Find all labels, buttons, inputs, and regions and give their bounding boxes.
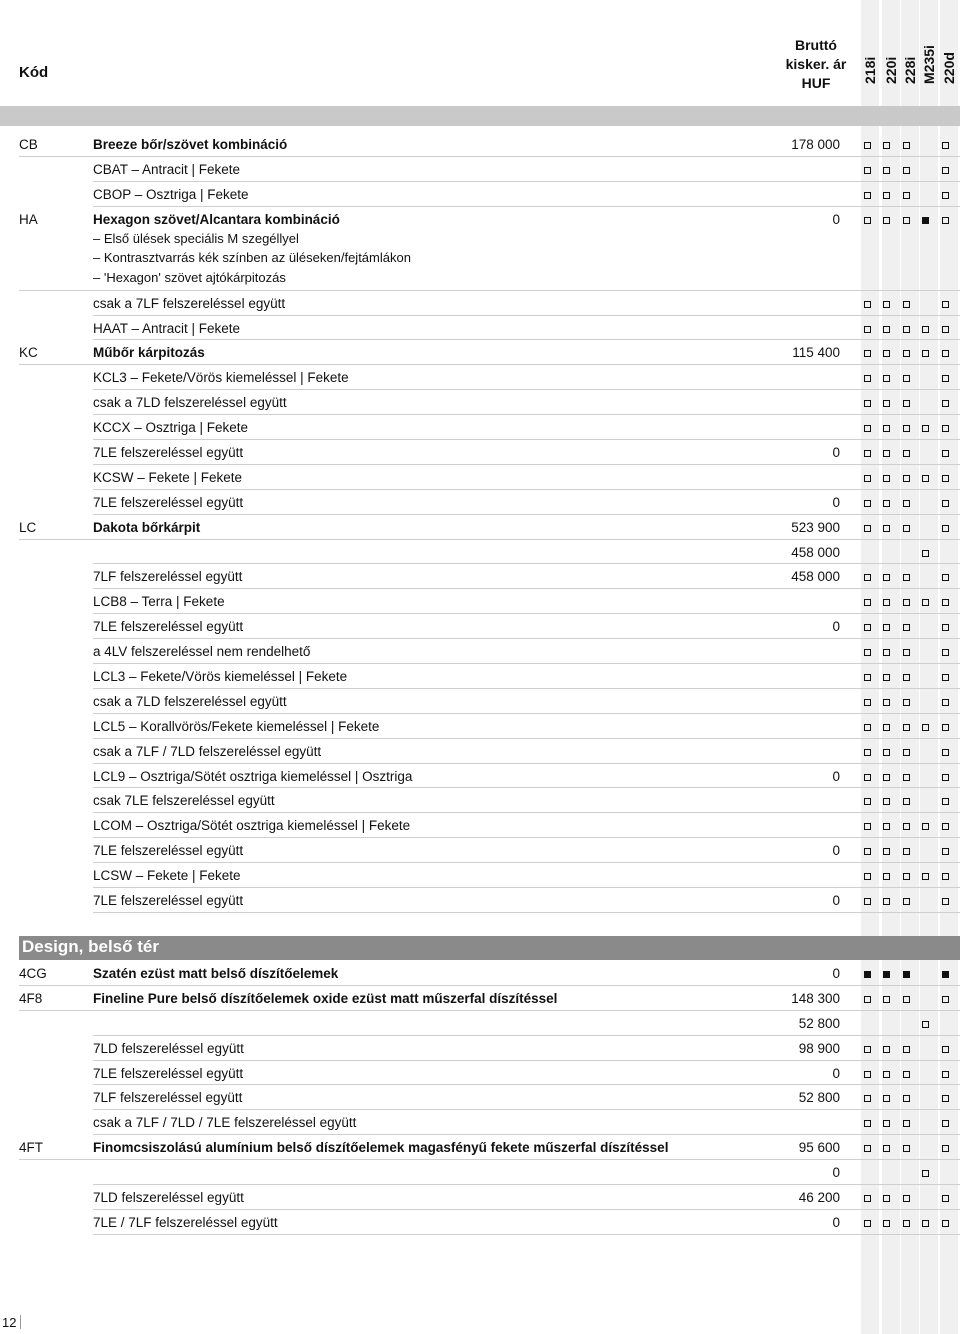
table-row <box>0 739 960 764</box>
optional-equipment-icon <box>903 500 910 507</box>
option-code: 4CG <box>19 966 47 981</box>
optional-equipment-icon <box>942 873 949 880</box>
table-row <box>0 390 960 415</box>
table-row <box>0 1011 960 1036</box>
table-row <box>0 291 960 316</box>
option-price: 0 <box>832 211 840 227</box>
standard-equipment-icon <box>864 971 871 978</box>
optional-equipment-icon <box>942 192 949 199</box>
optional-equipment-icon <box>883 1145 890 1152</box>
table-row <box>0 1085 960 1110</box>
optional-equipment-icon <box>883 217 890 224</box>
option-price: 52 800 <box>798 1090 840 1106</box>
optional-equipment-icon <box>864 142 871 149</box>
optional-equipment-icon <box>883 724 890 731</box>
optional-equipment-icon <box>864 1046 871 1053</box>
optional-equipment-icon <box>883 1120 890 1127</box>
optional-equipment-icon <box>942 1120 949 1127</box>
optional-equipment-icon <box>903 1195 910 1202</box>
optional-equipment-icon <box>903 1120 910 1127</box>
table-row <box>0 813 960 838</box>
option-detail: – Első ülések speciális M szegéllyel <box>93 230 299 246</box>
option-description: LCB8 – Terra | Fekete <box>93 594 225 610</box>
option-description: LCL9 – Osztriga/Sötét osztriga kiemeléssel | Osztriga <box>93 768 413 784</box>
table-row <box>0 365 960 390</box>
optional-equipment-icon <box>864 400 871 407</box>
optional-equipment-icon <box>883 326 890 333</box>
optional-equipment-icon <box>883 649 890 656</box>
optional-equipment-icon <box>903 574 910 581</box>
optional-equipment-icon <box>903 699 910 706</box>
optional-equipment-icon <box>922 724 929 731</box>
optional-equipment-icon <box>922 1021 929 1028</box>
optional-equipment-icon <box>903 873 910 880</box>
optional-equipment-icon <box>903 749 910 756</box>
optional-equipment-icon <box>883 699 890 706</box>
option-detail: – Kontrasztvarrás kék színben az üléseken/fejtámlákon <box>93 250 411 266</box>
table-row <box>0 465 960 490</box>
option-description: csak a 7LD felszereléssel együtt <box>93 693 287 709</box>
optional-equipment-icon <box>922 873 929 880</box>
optional-equipment-icon <box>942 1071 949 1078</box>
interior-trim-rows <box>0 961 960 1235</box>
optional-equipment-icon <box>864 599 871 606</box>
optional-equipment-icon <box>922 1170 929 1177</box>
optional-equipment-icon <box>942 301 949 308</box>
optional-equipment-icon <box>883 142 890 149</box>
optional-equipment-icon <box>903 1145 910 1152</box>
optional-equipment-icon <box>864 326 871 333</box>
table-row <box>0 515 960 540</box>
page-number: 12 <box>2 1315 17 1330</box>
optional-equipment-icon <box>864 798 871 805</box>
table-row <box>0 689 960 714</box>
option-description: Hexagon szövet/Alcantara kombináció <box>93 211 340 227</box>
optional-equipment-icon <box>864 1220 871 1227</box>
table-row <box>0 788 960 813</box>
optional-equipment-icon <box>864 450 871 457</box>
option-price: 0 <box>832 843 840 859</box>
optional-equipment-icon <box>922 599 929 606</box>
option-code: CB <box>19 137 38 152</box>
option-description: LCL3 – Fekete/Vörös kiemeléssel | Fekete <box>93 669 348 685</box>
option-price: 115 400 <box>792 345 840 361</box>
option-price: 0 <box>832 494 840 510</box>
option-description: KCSW – Fekete | Fekete <box>93 469 243 485</box>
optional-equipment-icon <box>903 450 910 457</box>
optional-equipment-icon <box>903 599 910 606</box>
optional-equipment-icon <box>864 848 871 855</box>
table-row <box>0 589 960 614</box>
optional-equipment-icon <box>864 699 871 706</box>
table-row <box>0 986 960 1011</box>
option-description: 7LE felszereléssel együtt <box>93 494 244 510</box>
optional-equipment-icon <box>883 624 890 631</box>
optional-equipment-icon <box>942 649 949 656</box>
optional-equipment-icon <box>903 674 910 681</box>
upholstery-rows <box>0 132 960 913</box>
optional-equipment-icon <box>864 898 871 905</box>
optional-equipment-icon <box>942 996 949 1003</box>
optional-equipment-icon <box>864 873 871 880</box>
table-row <box>0 664 960 689</box>
option-price: 0 <box>832 1165 840 1181</box>
optional-equipment-icon <box>903 798 910 805</box>
optional-equipment-icon <box>942 848 949 855</box>
optional-equipment-icon <box>864 624 871 631</box>
optional-equipment-icon <box>942 375 949 382</box>
option-price: 0 <box>832 445 840 461</box>
optional-equipment-icon <box>903 475 910 482</box>
optional-equipment-icon <box>903 823 910 830</box>
optional-equipment-icon <box>903 192 910 199</box>
table-row <box>0 490 960 515</box>
optional-equipment-icon <box>883 375 890 382</box>
optional-equipment-icon <box>942 798 949 805</box>
optional-equipment-icon <box>903 898 910 905</box>
optional-equipment-icon <box>864 425 871 432</box>
optional-equipment-icon <box>864 301 871 308</box>
optional-equipment-icon <box>942 1220 949 1227</box>
optional-equipment-icon <box>942 674 949 681</box>
optional-equipment-icon <box>883 749 890 756</box>
optional-equipment-icon <box>883 425 890 432</box>
optional-equipment-icon <box>903 1046 910 1053</box>
optional-equipment-icon <box>883 599 890 606</box>
table-row <box>0 415 960 440</box>
price-column-header: Bruttó kisker. ár HUF <box>785 37 847 91</box>
optional-equipment-icon <box>903 649 910 656</box>
table-row <box>0 1210 960 1235</box>
optional-equipment-icon <box>903 774 910 781</box>
optional-equipment-icon <box>883 525 890 532</box>
optional-equipment-icon <box>903 996 910 1003</box>
optional-equipment-icon <box>864 1071 871 1078</box>
option-price: 0 <box>832 893 840 909</box>
optional-equipment-icon <box>903 142 910 149</box>
optional-equipment-icon <box>883 192 890 199</box>
optional-equipment-icon <box>942 724 949 731</box>
optional-equipment-icon <box>942 350 949 357</box>
option-description: Fineline Pure belső díszítőelemek oxide ezüst matt műszerfal díszítéssel <box>93 990 558 1006</box>
option-price: 46 200 <box>798 1190 840 1206</box>
option-description: csak 7LE felszereléssel együtt <box>93 793 275 809</box>
option-description: HAAT – Antracit | Fekete <box>93 320 241 336</box>
option-price: 0 <box>832 966 840 981</box>
optional-equipment-icon <box>883 873 890 880</box>
option-price: 0 <box>832 768 840 784</box>
table-row <box>0 440 960 465</box>
optional-equipment-icon <box>864 574 871 581</box>
optional-equipment-icon <box>942 167 949 174</box>
optional-equipment-icon <box>942 525 949 532</box>
table-row <box>0 540 960 565</box>
option-description: LCSW – Fekete | Fekete <box>93 868 241 884</box>
optional-equipment-icon <box>942 475 949 482</box>
header-divider-bar <box>0 106 960 126</box>
table-row <box>0 863 960 888</box>
table-row <box>0 838 960 863</box>
optional-equipment-icon <box>883 167 890 174</box>
optional-equipment-icon <box>883 500 890 507</box>
option-code: LC <box>19 519 37 535</box>
optional-equipment-icon <box>864 192 871 199</box>
optional-equipment-icon <box>864 475 871 482</box>
optional-equipment-icon <box>883 1095 890 1102</box>
option-description: 7LE felszereléssel együtt <box>93 843 244 859</box>
option-description: Szatén ezüst matt belső díszítőelemek <box>93 966 339 981</box>
option-price: 0 <box>832 1214 840 1230</box>
option-description: CBAT – Antracit | Fekete <box>93 161 241 177</box>
optional-equipment-icon <box>864 217 871 224</box>
row-divider <box>93 1234 960 1235</box>
optional-equipment-icon <box>922 1220 929 1227</box>
table-row <box>0 1036 960 1061</box>
footer-separator <box>20 1315 21 1329</box>
option-description: 7LE felszereléssel együtt <box>93 1065 244 1081</box>
table-row <box>0 614 960 639</box>
table-row <box>0 316 960 341</box>
table-row <box>0 714 960 739</box>
code-column-header: Kód <box>19 64 49 81</box>
optional-equipment-icon <box>903 375 910 382</box>
optional-equipment-icon <box>883 1071 890 1078</box>
optional-equipment-icon <box>942 574 949 581</box>
optional-equipment-icon <box>922 425 929 432</box>
optional-equipment-icon <box>903 350 910 357</box>
optional-equipment-icon <box>903 1071 910 1078</box>
optional-equipment-icon <box>903 724 910 731</box>
optional-equipment-icon <box>864 749 871 756</box>
optional-equipment-icon <box>922 823 929 830</box>
optional-equipment-icon <box>903 400 910 407</box>
optional-equipment-icon <box>942 400 949 407</box>
option-description: csak a 7LD felszereléssel együtt <box>93 395 287 411</box>
optional-equipment-icon <box>942 1195 949 1202</box>
optional-equipment-icon <box>903 1220 910 1227</box>
optional-equipment-icon <box>942 450 949 457</box>
optional-equipment-icon <box>864 996 871 1003</box>
option-price: 52 800 <box>798 1015 840 1031</box>
model-header-220d: 220d <box>941 52 957 84</box>
option-code: 4FT <box>19 1140 44 1156</box>
option-price: 148 300 <box>791 990 840 1006</box>
table-row <box>0 207 960 291</box>
option-price: 98 900 <box>798 1040 840 1056</box>
optional-equipment-icon <box>942 749 949 756</box>
optional-equipment-icon <box>903 624 910 631</box>
optional-equipment-icon <box>942 1095 949 1102</box>
option-code: HA <box>19 211 38 227</box>
table-row <box>0 1135 960 1160</box>
section-title: Design, belső tér <box>22 937 159 956</box>
table-row <box>0 1185 960 1210</box>
optional-equipment-icon <box>922 550 929 557</box>
table-row <box>0 340 960 365</box>
option-detail: – 'Hexagon' szövet ajtókárpitozás <box>93 269 286 285</box>
optional-equipment-icon <box>883 798 890 805</box>
optional-equipment-icon <box>864 500 871 507</box>
model-header-220i: 220i <box>883 56 899 84</box>
standard-equipment-icon <box>883 971 890 978</box>
optional-equipment-icon <box>883 301 890 308</box>
option-description: 7LE felszereléssel együtt <box>93 445 244 461</box>
optional-equipment-icon <box>922 475 929 482</box>
optional-equipment-icon <box>942 823 949 830</box>
optional-equipment-icon <box>883 823 890 830</box>
optional-equipment-icon <box>942 326 949 333</box>
option-description: Dakota bőrkárpit <box>93 519 201 535</box>
option-price: 523 900 <box>791 519 840 535</box>
optional-equipment-icon <box>903 425 910 432</box>
model-header-228i: 228i <box>902 56 918 84</box>
optional-equipment-icon <box>864 350 871 357</box>
option-description: 7LD felszereléssel együtt <box>93 1190 244 1206</box>
option-price: 178 000 <box>791 137 840 152</box>
option-description: 7LF felszereléssel együtt <box>93 569 243 585</box>
optional-equipment-icon <box>883 674 890 681</box>
standard-equipment-icon <box>942 971 949 978</box>
optional-equipment-icon <box>942 624 949 631</box>
option-code: 4F8 <box>19 990 43 1006</box>
option-description: 7LE / 7LF felszereléssel együtt <box>93 1214 278 1230</box>
option-description: CBOP – Osztriga | Fekete <box>93 186 249 202</box>
optional-equipment-icon <box>864 823 871 830</box>
model-header-218i: 218i <box>862 56 878 84</box>
table-row <box>0 182 960 207</box>
optional-equipment-icon <box>942 142 949 149</box>
table-row <box>0 564 960 589</box>
option-description: a 4LV felszereléssel nem rendelhető <box>93 644 311 660</box>
model-header-m235i: M235i <box>921 45 937 84</box>
option-price: 458 000 <box>791 569 840 585</box>
optional-equipment-icon <box>883 350 890 357</box>
optional-equipment-icon <box>883 1046 890 1053</box>
standard-equipment-icon <box>922 217 929 224</box>
optional-equipment-icon <box>942 425 949 432</box>
option-description: Finomcsiszolású alumínium belső díszítőelemek magasfényű fekete műszerfal díszítéssel <box>93 1140 669 1156</box>
table-row <box>0 1061 960 1086</box>
table-row <box>0 888 960 913</box>
table-row <box>0 1160 960 1185</box>
optional-equipment-icon <box>922 350 929 357</box>
optional-equipment-icon <box>864 774 871 781</box>
optional-equipment-icon <box>883 475 890 482</box>
section-header <box>19 936 960 960</box>
optional-equipment-icon <box>864 167 871 174</box>
standard-equipment-icon <box>903 971 910 978</box>
row-divider <box>93 912 960 913</box>
table-row <box>0 764 960 789</box>
optional-equipment-icon <box>883 848 890 855</box>
option-price: 0 <box>832 1065 840 1081</box>
optional-equipment-icon <box>903 1095 910 1102</box>
optional-equipment-icon <box>903 217 910 224</box>
option-description: csak a 7LF felszereléssel együtt <box>93 295 286 311</box>
optional-equipment-icon <box>864 375 871 382</box>
optional-equipment-icon <box>903 848 910 855</box>
option-description: LCL5 – Korallvörös/Fekete kiemeléssel | Fekete <box>93 718 380 734</box>
option-description: 7LE felszereléssel együtt <box>93 619 244 635</box>
option-code: KC <box>19 345 38 361</box>
option-description: KCL3 – Fekete/Vörös kiemeléssel | Fekete <box>93 370 349 386</box>
optional-equipment-icon <box>864 525 871 532</box>
option-description: KCCX – Osztriga | Fekete <box>93 420 249 436</box>
optional-equipment-icon <box>883 1195 890 1202</box>
optional-equipment-icon <box>883 1220 890 1227</box>
optional-equipment-icon <box>864 674 871 681</box>
optional-equipment-icon <box>903 167 910 174</box>
optional-equipment-icon <box>903 326 910 333</box>
optional-equipment-icon <box>942 898 949 905</box>
table-row <box>0 961 960 986</box>
optional-equipment-icon <box>864 1145 871 1152</box>
optional-equipment-icon <box>942 217 949 224</box>
optional-equipment-icon <box>864 724 871 731</box>
option-price: 458 000 <box>791 544 840 560</box>
optional-equipment-icon <box>864 1195 871 1202</box>
option-description: csak a 7LF / 7LD felszereléssel együtt <box>93 743 322 759</box>
optional-equipment-icon <box>864 649 871 656</box>
option-description: 7LF felszereléssel együtt <box>93 1090 243 1106</box>
table-row <box>0 132 960 157</box>
optional-equipment-icon <box>942 699 949 706</box>
optional-equipment-icon <box>903 301 910 308</box>
option-description: Műbőr kárpitozás <box>93 345 205 361</box>
option-description: 7LD felszereléssel együtt <box>93 1040 244 1056</box>
optional-equipment-icon <box>883 574 890 581</box>
option-description: Breeze bőr/szövet kombináció <box>93 137 288 152</box>
optional-equipment-icon <box>864 1095 871 1102</box>
optional-equipment-icon <box>922 326 929 333</box>
optional-equipment-icon <box>942 599 949 606</box>
optional-equipment-icon <box>903 525 910 532</box>
optional-equipment-icon <box>942 774 949 781</box>
option-price: 95 600 <box>798 1140 840 1156</box>
option-price: 0 <box>832 619 840 635</box>
option-description: LCOM – Osztriga/Sötét osztriga kiemeléssel | Fekete <box>93 818 411 834</box>
table-row <box>0 1110 960 1135</box>
optional-equipment-icon <box>942 1046 949 1053</box>
optional-equipment-icon <box>942 500 949 507</box>
option-description: 7LE felszereléssel együtt <box>93 893 244 909</box>
optional-equipment-icon <box>883 996 890 1003</box>
optional-equipment-icon <box>883 774 890 781</box>
option-description: csak a 7LF / 7LD / 7LE felszereléssel együtt <box>93 1115 357 1131</box>
optional-equipment-icon <box>883 898 890 905</box>
table-row <box>0 157 960 182</box>
table-row <box>0 639 960 664</box>
optional-equipment-icon <box>883 400 890 407</box>
optional-equipment-icon <box>942 1145 949 1152</box>
table-header <box>0 0 960 106</box>
optional-equipment-icon <box>864 1120 871 1127</box>
optional-equipment-icon <box>883 450 890 457</box>
